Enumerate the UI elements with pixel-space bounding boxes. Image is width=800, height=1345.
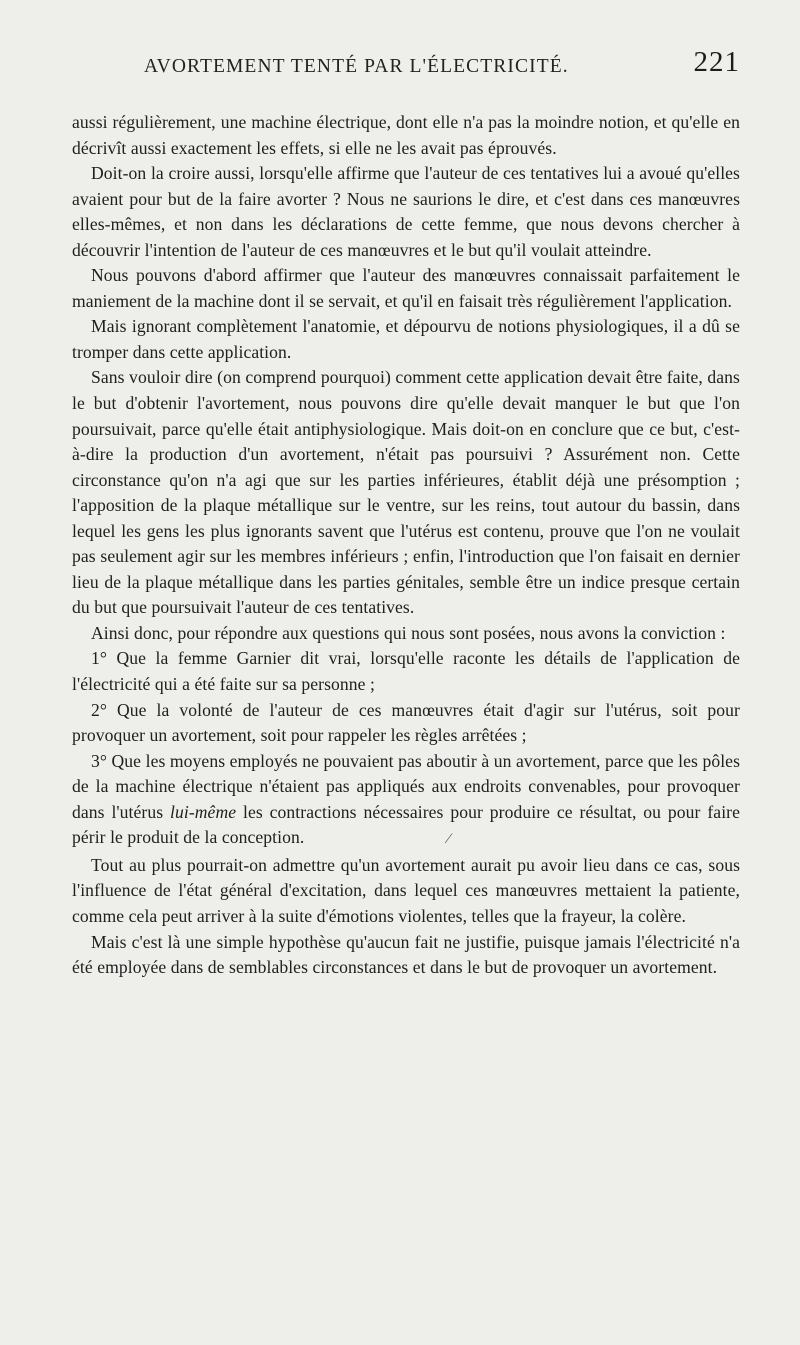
paragraph-continuation: aussi régulièrement, une machine électrique, dont elle n'a pas la moindre notion, et qu'elle en décrivît aussi exactement les effets, si elle ne les avait pas éprouvés. (72, 112, 740, 158)
paragraph: Doit-on la croire aussi, lorsqu'elle affirme que l'auteur de ces tentatives lui a avoué qu'elles avaient pour but de la faire avorter ? Nous ne saurions le dire, et c'est dans ces manœuvres elles-mêmes, et non dans les déclarations de cette femme, que nous devons chercher à découvrir l'intention de l'auteur de ces manœuvres et le but qu'il voulait atteindre. (72, 163, 740, 260)
paragraph: Mais ignorant complètement l'anatomie, et dépourvu de notions physiologiques, il a dû se tromper dans cette application. (72, 316, 740, 362)
emphasis-text: lui-même (170, 801, 237, 822)
conclusion-item-3-text-end: les contractions nécessaires pour produire ce résultat, ou pour faire périr le produit de la conception. (72, 801, 740, 848)
paragraph: Nous pouvons d'abord affirmer que l'auteur des manœuvres connaissait parfaitement le maniement de la machine dont il se servait, et qu'il en faisait très régulièrement l'application. (72, 265, 740, 311)
conclusion-item-3 (72, 749, 740, 853)
body-text (72, 110, 740, 981)
page-number: 221 (693, 46, 740, 78)
conclusion-item-3-text: 3° Que les moyens employés ne pouvaient pas aboutir à un avortement, parce que les pôles de la machine électrique n'étaient pas appliqués aux endroits convenables, pour provoquer dans l'utérus (72, 750, 740, 822)
conclusion-item-1: 1° Que la femme Garnier dit vrai, lorsqu'elle raconte les détails de l'application de l'électricité qui a été faite sur sa personne ; (72, 648, 740, 695)
stray-pencil-mark: ⁄ (447, 831, 450, 848)
paragraph: Tout au plus pourrait-on admettre qu'un avortement aurait pu avoir lieu dans ce cas, sous l'influence de l'état général d'excitation, dans lequel ces manœuvres mettaient la patiente, comme cela peut arriver à la suite d'émotions violentes, telles que la frayeur, la colère. (72, 854, 740, 926)
running-title: AVORTEMENT TENTÉ PAR L'ÉLECTRICITÉ. (144, 56, 569, 77)
paragraph: Sans vouloir dire (on comprend pourquoi) comment cette application devait être faite, dans le but d'obtenir l'avortement, nous pouvons dire qu'elle devait manquer le but que l'on poursuivait, parce qu'elle était antiphysiologique. Mais doit-on en conclure que ce but, c'est-à-dire la production d'un avortement, n'était pas poursuivi ? Assurément non. Cette circonstance qu'on n'a agi que sur les parties inférieures, établit déjà une présomption ; l'apposition de la plaque métallique sur le ventre, sur les reins, tout autour du bassin, dans lequel les gens les plus ignorants savent que l'utérus est contenu, prouve que l'on ne voulait pas seulement agir sur les membres inférieurs ; enfin, l'introduction que l'on faisait en dernier lieu de la plaque métallique dans les parties génitales, semble être un indice presque certain du but que poursuivait l'auteur de ces tentatives. (72, 367, 740, 618)
paragraph: Ainsi donc, pour répondre aux questions qui nous sont posées, nous avons la conviction : (91, 622, 726, 643)
conclusion-item-2: 2° Que la volonté de l'auteur de ces manœuvres était d'agir sur l'utérus, soit pour provoquer un avortement, soit pour rappeler les règles arrêtées ; (72, 699, 740, 746)
running-header (72, 44, 740, 84)
paragraph: Mais c'est là une simple hypothèse qu'aucun fait ne justifie, puisque jamais l'électricité n'a été employée dans de semblables circonstances et dans le but de provoquer un avortement. (72, 931, 740, 978)
